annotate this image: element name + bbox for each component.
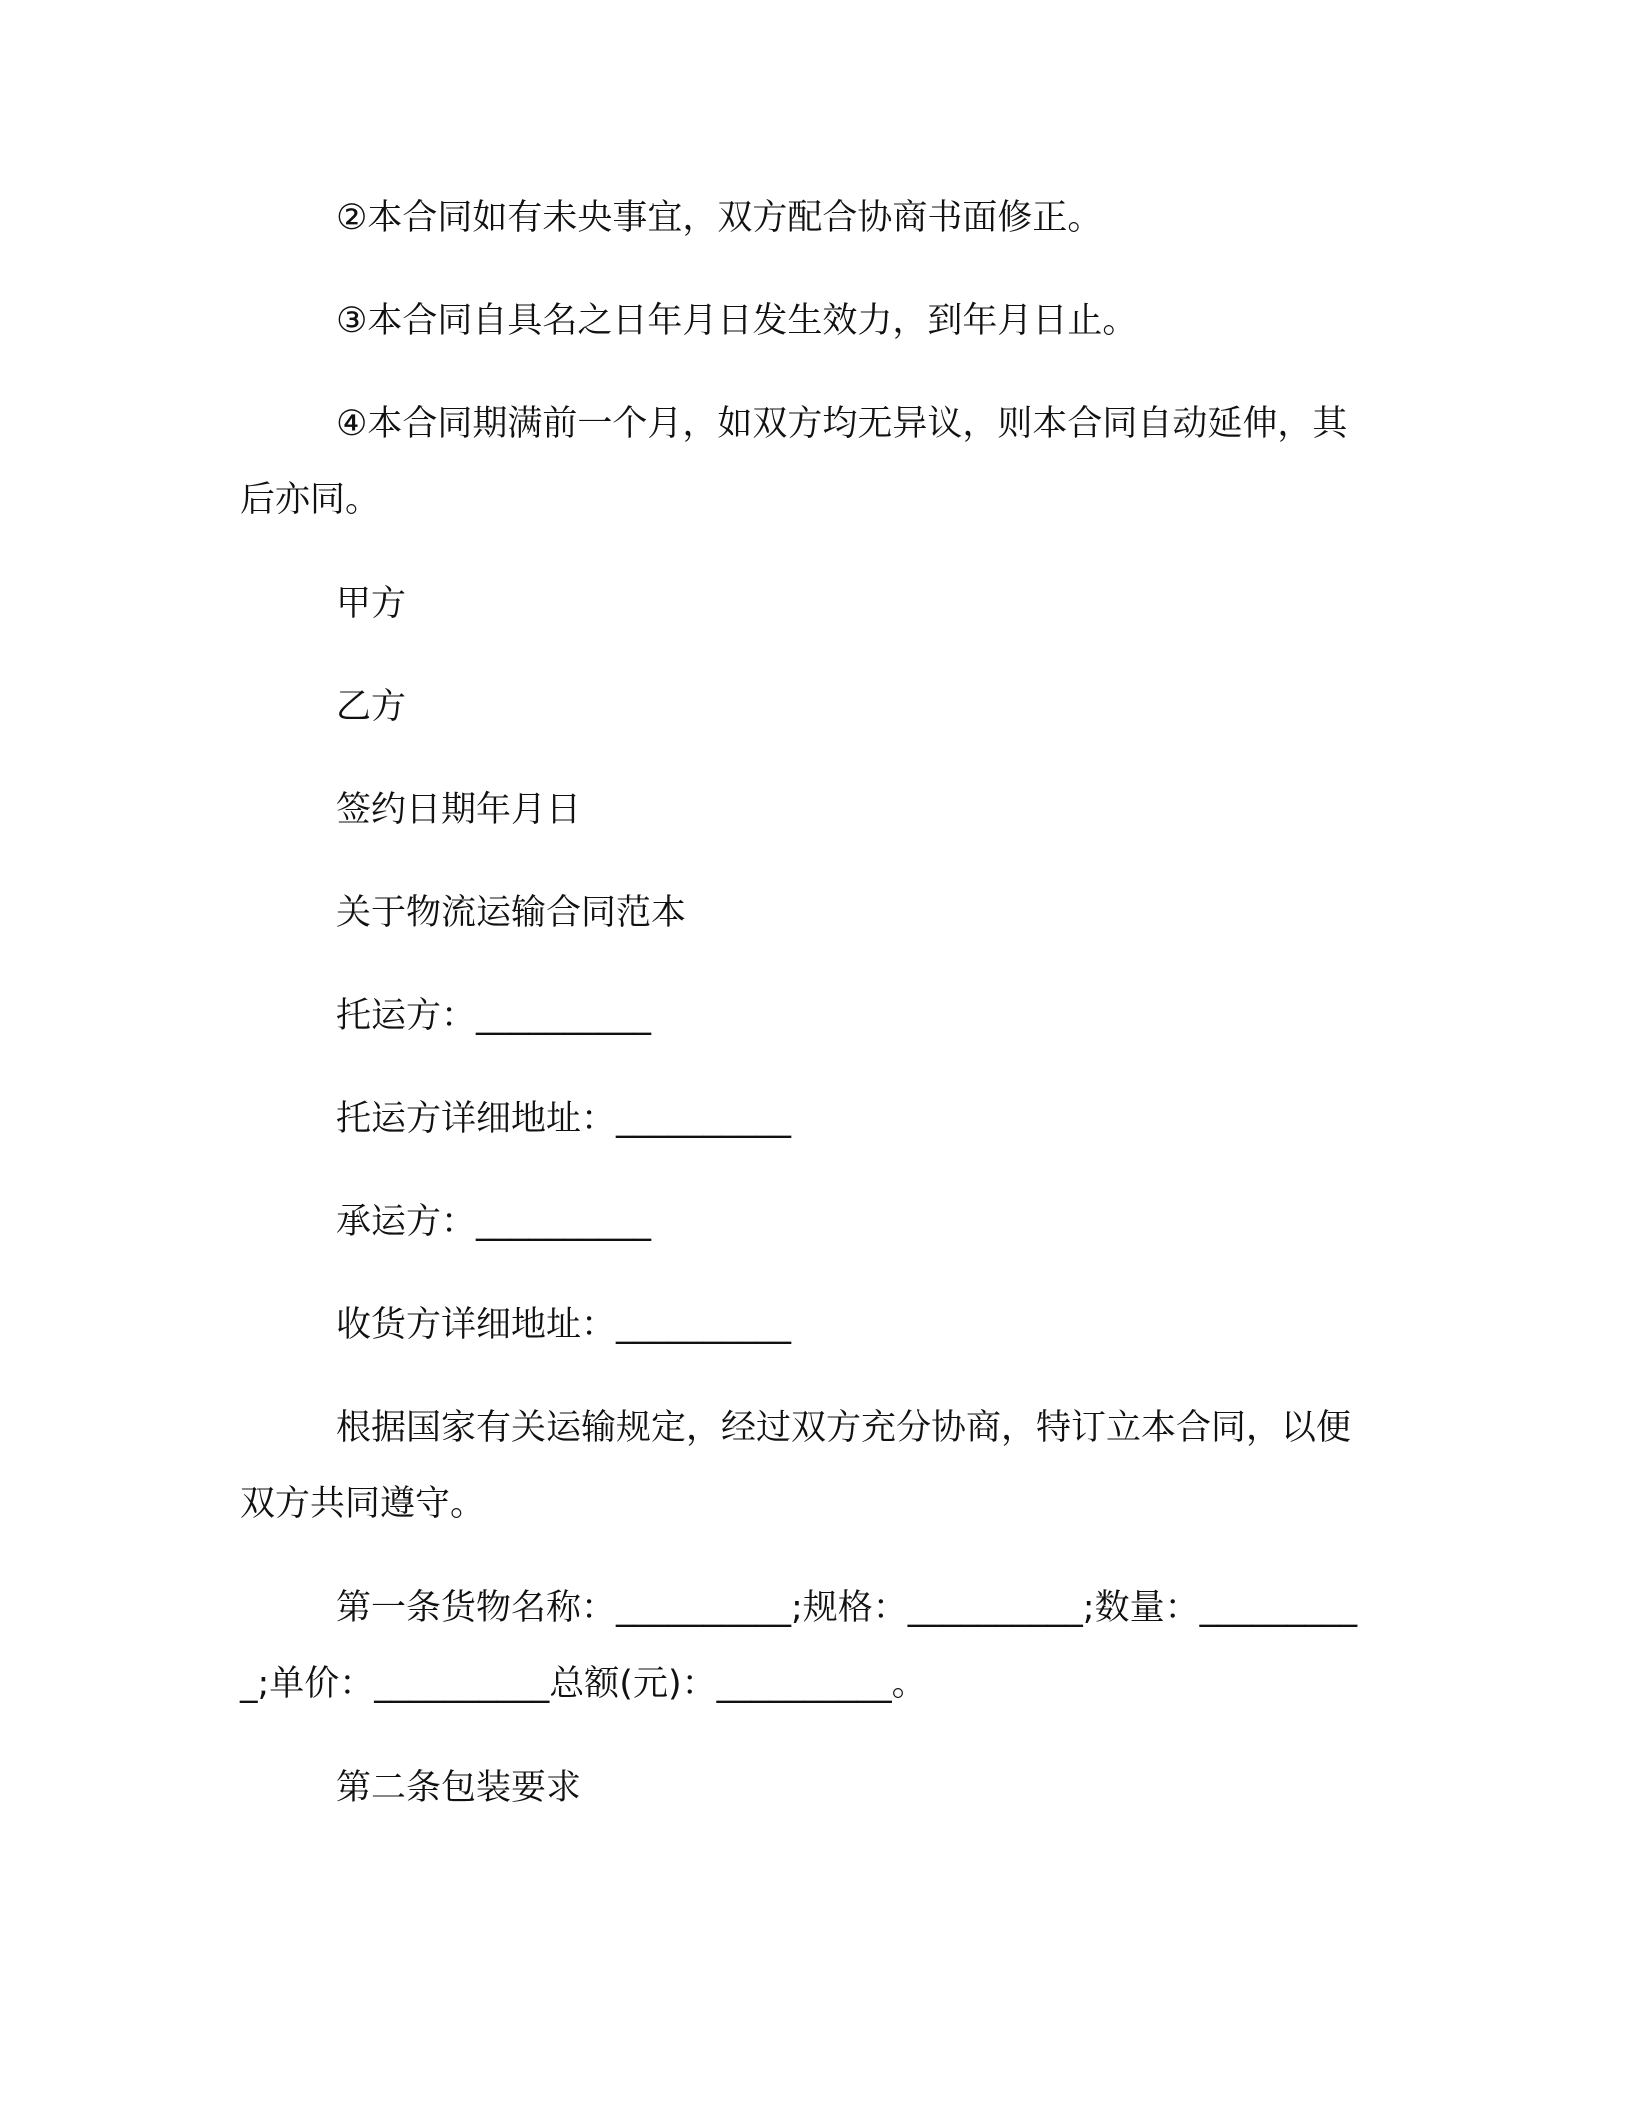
shipper-field: 托运方：__________	[336, 996, 652, 1036]
party-a-label: 甲方	[336, 584, 407, 624]
shipper-address-field: 托运方详细地址：__________	[336, 1099, 792, 1139]
article-two-packaging: 第二条包装要求	[336, 1768, 582, 1808]
contract-title: 关于物流运输合同范本	[336, 893, 687, 933]
consignee-address-field: 收货方详细地址：__________	[336, 1305, 792, 1345]
paragraph-effective-date: ③本合同自具名之日年月日发生效力，到年月日止。	[336, 301, 1138, 341]
paragraph-amendment: ②本合同如有未央事宜，双方配合协商书面修正。	[336, 198, 1103, 238]
signing-date-label: 签约日期年月日	[336, 790, 582, 830]
carrier-field: 承运方：__________	[336, 1202, 652, 1242]
paragraph-preamble: 根据国家有关运输规定，经过双方充分协商，特订立本合同，以便双方共同遵守。	[240, 1408, 1352, 1524]
paragraph-auto-extension: ④本合同期满前一个月，如双方均无异议，则本合同自动延伸，其后亦同。	[240, 404, 1348, 520]
article-one-goods: 第一条货物名称：__________;规格：__________;数量：__________;单价：__________总额(元)：__________。	[240, 1588, 1358, 1704]
party-b-label: 乙方	[336, 687, 407, 727]
